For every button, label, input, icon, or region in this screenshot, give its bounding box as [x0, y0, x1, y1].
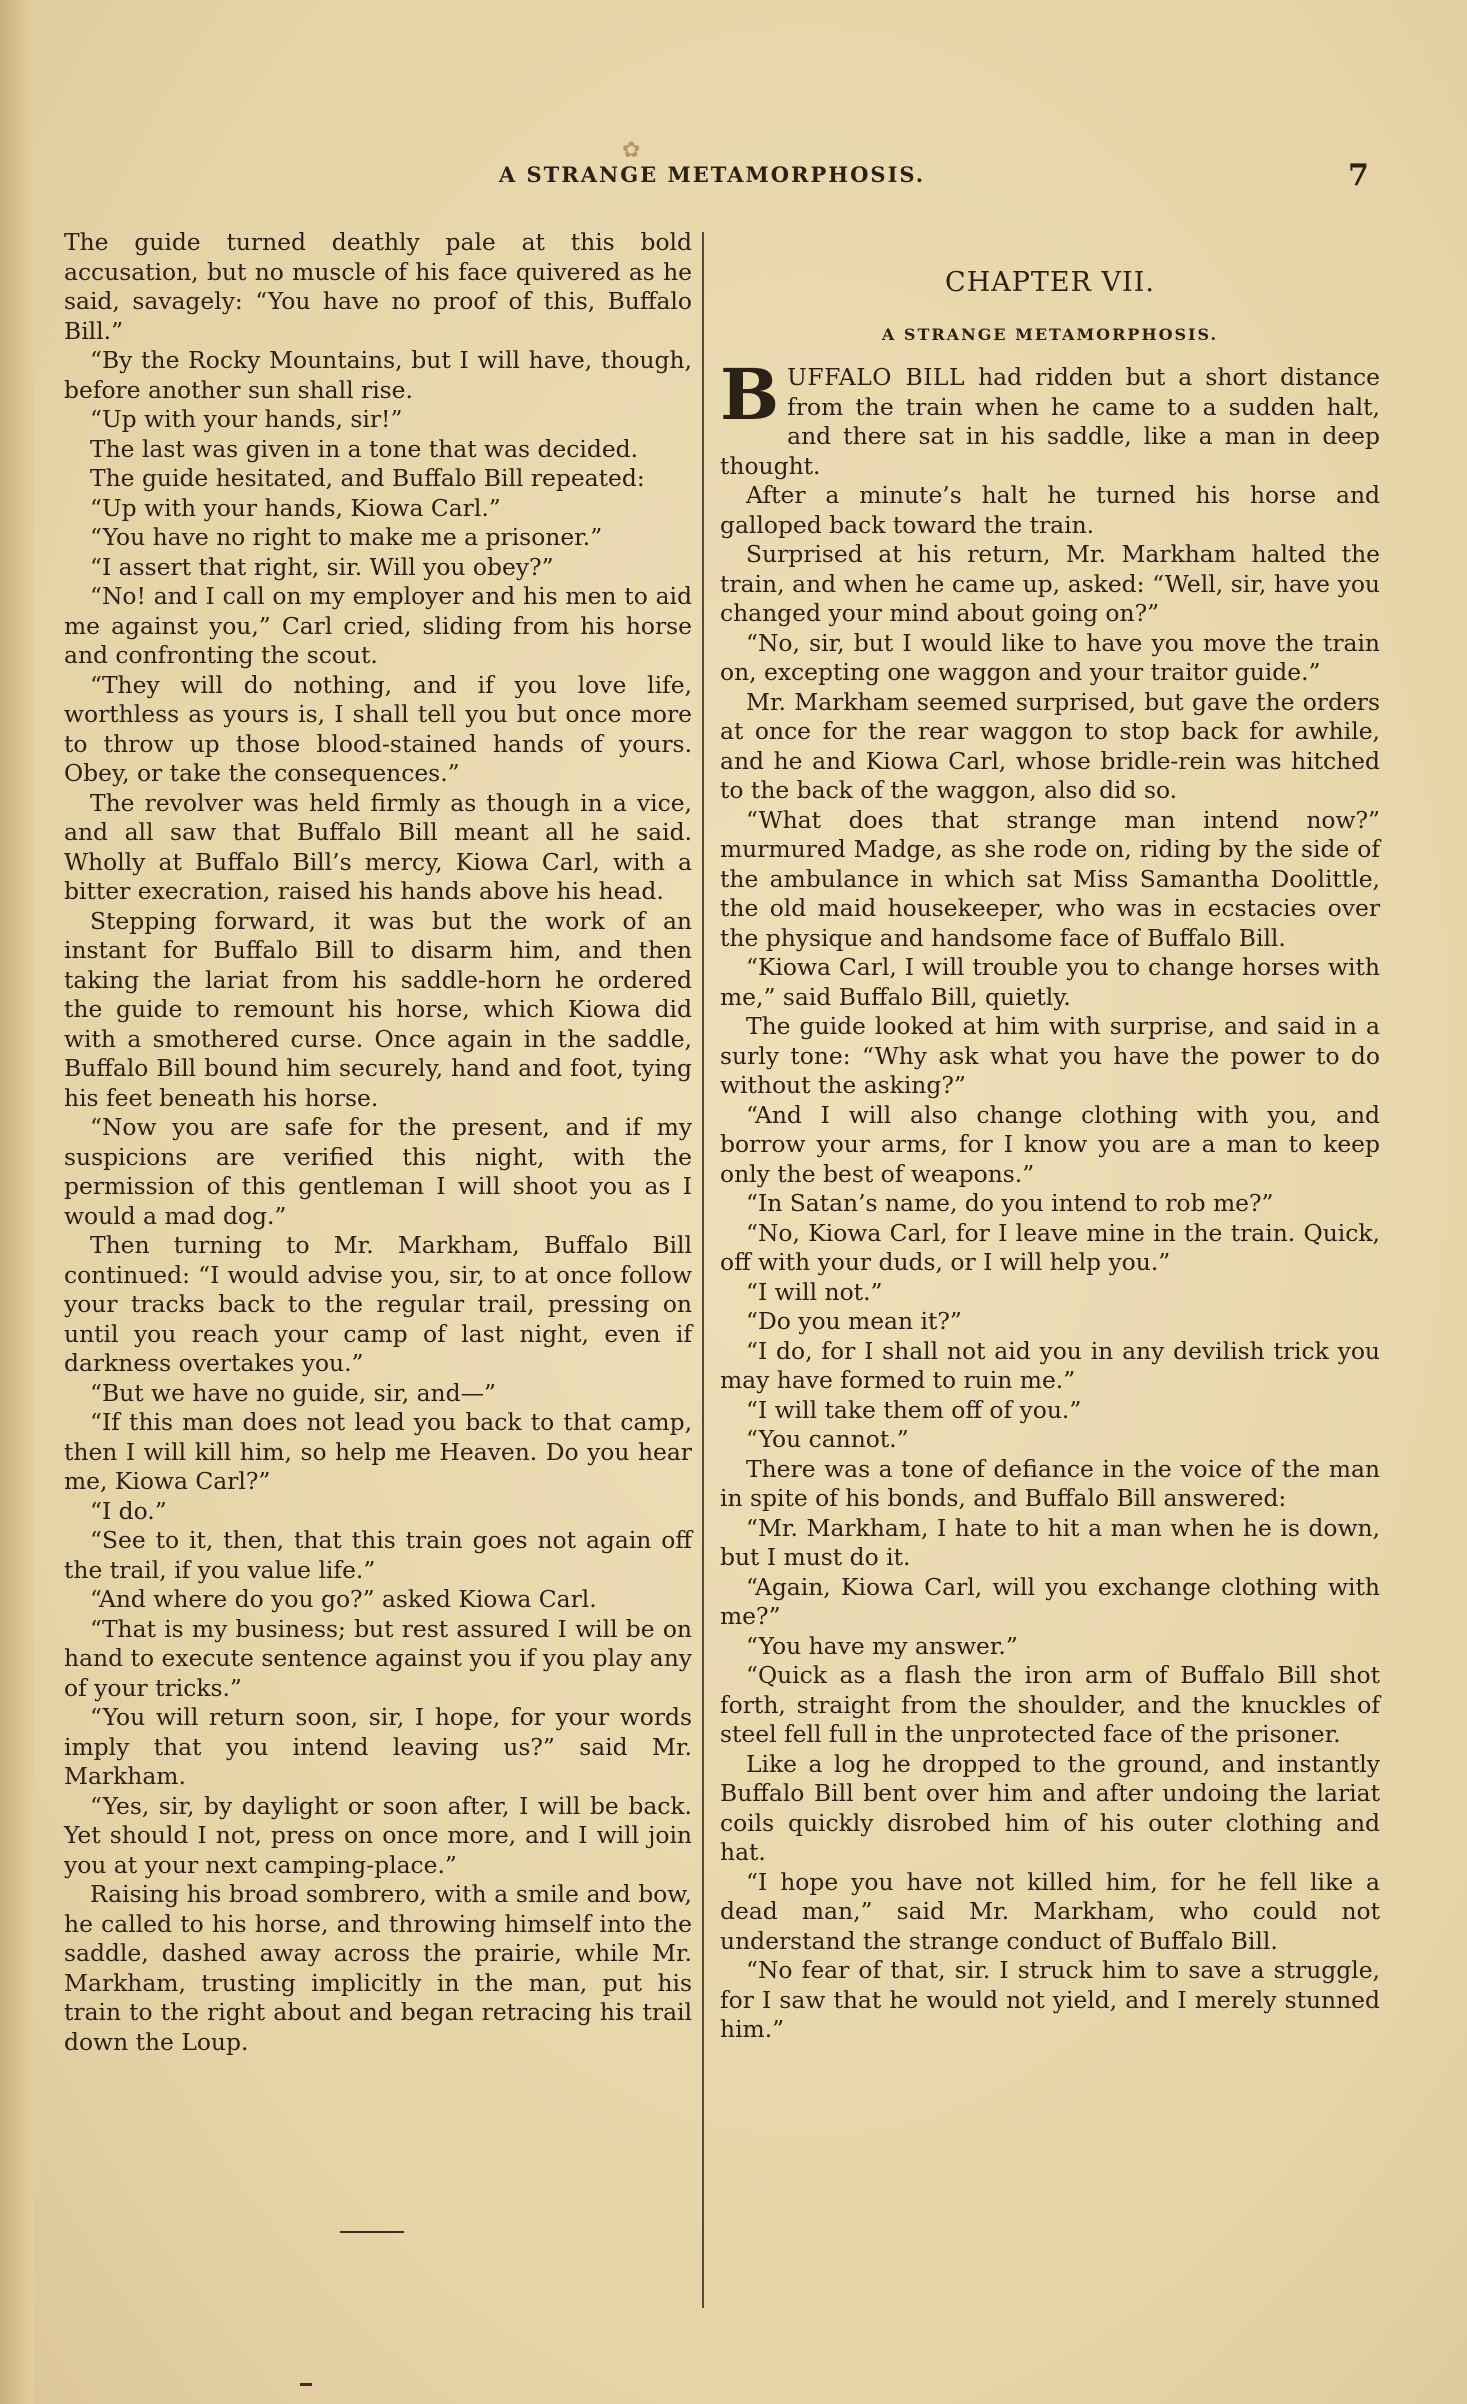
paragraph: “Up with your hands, Kiowa Carl.”	[90, 493, 501, 522]
paragraph: “That is my business; but rest assured I will be on hand to execute sentence against you if you play any of your tricks.”	[64, 1614, 692, 1702]
paragraph: There was a tone of defiance in the voice of the man in spite of his bonds, and Buffalo Bill answered:	[720, 1454, 1380, 1512]
paragraph: “Yes, sir, by daylight or soon after, I will be back. Yet should I not, press on once more, and I will join you at your next camping-place.”	[64, 1791, 692, 1879]
paragraph: “By the Rocky Mountains, but I will have, though, before another sun shall rise.	[64, 346, 692, 404]
paragraph: “You have my answer.”	[746, 1631, 1018, 1660]
paragraph: Surprised at his return, Mr. Markham halted the train, and when he came up, asked: “Well, sir, have you changed your mind about going on?”	[720, 540, 1380, 627]
right-column	[720, 228, 1380, 2045]
paragraph: “And where do you go?” asked Kiowa Carl.	[90, 1585, 597, 1613]
paragraph: “No, Kiowa Carl, for I leave mine in the train. Quick, off with your duds, or I will help you.”	[720, 1218, 1380, 1276]
paragraph: “They will do nothing, and if you love life, worthless as yours is, I shall tell you but once more to throw up those blood-stained hands of yours. Obey, or take the consequences.”	[64, 670, 692, 787]
paragraph: The guide looked at him with surprise, and said in a surly tone: “Why ask what you have the power to do without the asking?”	[720, 1012, 1380, 1099]
section-end-rule	[340, 2231, 404, 2233]
paragraph: After a minute’s halt he turned his horse and galloped back toward the train.	[720, 481, 1380, 539]
left-column	[64, 228, 692, 2057]
paragraph: “You will return soon, sir, I hope, for your words imply that you intend leaving us?” said Mr. Markham.	[64, 1703, 692, 1790]
opening-text: had ridden but a short distance from the train when he came to a sudden halt, and there sat in his saddle, like a man in deep thought.	[720, 363, 1380, 480]
page-edge	[0, 0, 34, 2404]
drop-cap: B	[720, 353, 780, 436]
chapter-opening-paragraph	[720, 353, 1380, 481]
paragraph: The revolver was held firmly as though in a vice, and all saw that Buffalo Bill meant all he said. Wholly at Buffalo Bill’s mercy, Kiowa Carl, with a bitter execration, raised his hands above his head.	[64, 788, 692, 905]
page-number: 7	[1348, 158, 1369, 193]
paragraph: “I will take them off of you.”	[746, 1395, 1082, 1424]
paragraph: “I do, for I shall not aid you in any devilish trick you may have formed to ruin me.”	[720, 1336, 1380, 1394]
paragraph: “Again, Kiowa Carl, will you exchange clothing with me?”	[720, 1572, 1380, 1630]
paragraph: “Mr. Markham, I hate to hit a man when he is down, but I must do it.	[720, 1513, 1380, 1571]
opening-caps: UFFALO BILL	[787, 363, 965, 391]
paragraph: The last was given in a tone that was decided.	[90, 434, 639, 463]
paragraph: “If this man does not lead you back to that camp, then I will kill him, so help me Heaven. Do you hear me, Kiowa Carl?”	[64, 1408, 692, 1495]
paragraph: The guide turned deathly pale at this bold accusation, but no muscle of his face quivered as he said, savagely: “You have no proof of this, Buffalo Bill.”	[64, 228, 692, 345]
paragraph: “See to it, then, that this train goes not again off the trail, if you value life.”	[64, 1526, 692, 1584]
paragraph: “Do you mean it?”	[746, 1307, 962, 1335]
paragraph: “In Satan’s name, do you intend to rob me?”	[746, 1189, 1274, 1217]
ornament-mark: ✿	[622, 138, 641, 163]
paragraph: Stepping forward, it was but the work of an instant for Buffalo Bill to disarm him, and then taking the lariat from his saddle-horn he ordered the guide to remount his horse, which Kiowa did with a smothered curse. Once again in the saddle, Buffalo Bill bound him securely, hand and foot, tying his feet beneath his horse.	[64, 906, 692, 1112]
paragraph: “And I will also change clothing with you, and borrow your arms, for I know you are a man to keep only the best of weapons.”	[720, 1100, 1380, 1188]
chapter-title: CHAPTER VII.	[945, 267, 1155, 298]
paragraph: “I do.”	[90, 1496, 167, 1525]
paragraph: “No fear of that, sir. I struck him to save a struggle, for I saw that he would not yield, and I merely stunned him.”	[720, 1956, 1380, 2043]
paragraph: Raising his broad sombrero, with a smile and bow, he called to his horse, and throwing himself into the saddle, dashed away across the prairie, while Mr. Markham, trusting implicitly in the man, put his train to the right about and began retracing his trail down the Loup.	[64, 1880, 692, 2056]
paragraph: Like a log he dropped to the ground, and instantly Buffalo Bill bent over him and after undoing the lariat coils quickly disrobed him of his outer clothing and hat.	[720, 1749, 1380, 1866]
paragraph: “No, sir, but I would like to have you move the train on, excepting one waggon and your traitor guide.”	[720, 628, 1380, 686]
column-divider	[702, 232, 704, 2308]
paragraph: Mr. Markham seemed surprised, but gave the orders at once for the rear waggon to stop back for awhile, and he and Kiowa Carl, whose bridle-rein was hitched to the back of the waggon, also did so.	[720, 687, 1380, 804]
paragraph: The guide hesitated, and Buffalo Bill repeated:	[90, 464, 645, 492]
paragraph: “Quick as a flash the iron arm of Buffalo Bill shot forth, straight from the shoulder, and the knuckles of steel fell full in the unprotected face of the prisoner.	[720, 1661, 1380, 1748]
paragraph: “Up with your hands, sir!”	[90, 405, 403, 433]
running-title: A STRANGE METAMORPHOSIS.	[498, 162, 926, 187]
paragraph: “What does that strange man intend now?” murmured Madge, as she rode on, riding by the side of the ambulance in which sat Miss Samantha Doolittle, the old maid housekeeper, who was in ecstacies over the physique and handsome face of Buffalo Bill.	[720, 805, 1380, 952]
paragraph: “Kiowa Carl, I will trouble you to change horses with me,” said Buffalo Bill, quietly.	[720, 953, 1380, 1011]
paragraph: “I will not.”	[746, 1277, 883, 1306]
paragraph: “No! and I call on my employer and his men to aid me against you,” Carl cried, sliding from his horse and confronting the scout.	[64, 582, 692, 669]
paragraph: “You cannot.”	[746, 1425, 909, 1453]
paragraph: “You have no right to make me a prisoner.”	[90, 523, 603, 551]
paragraph: “I hope you have not killed him, for he fell like a dead man,” said Mr. Markham, who could not understand the strange conduct of Buffalo Bill.	[720, 1867, 1380, 1955]
paragraph: Then turning to Mr. Markham, Buffalo Bill continued: “I would advise you, sir, to at once follow your tracks back to the regular trail, pressing on until you reach your camp of last night, even if darkness overtakes you.”	[64, 1231, 692, 1377]
paragraph: “Now you are safe for the present, and if my suspicions are verified this night, with the permission of this gentleman I will shoot you as I would a mad dog.”	[64, 1113, 692, 1230]
chapter-subtitle: A STRANGE METAMORPHOSIS.	[881, 324, 1219, 344]
paragraph: “I assert that right, sir. Will you obey?”	[90, 552, 554, 581]
paragraph: “But we have no guide, sir, and—”	[90, 1378, 496, 1407]
printer-mark	[300, 2383, 312, 2386]
